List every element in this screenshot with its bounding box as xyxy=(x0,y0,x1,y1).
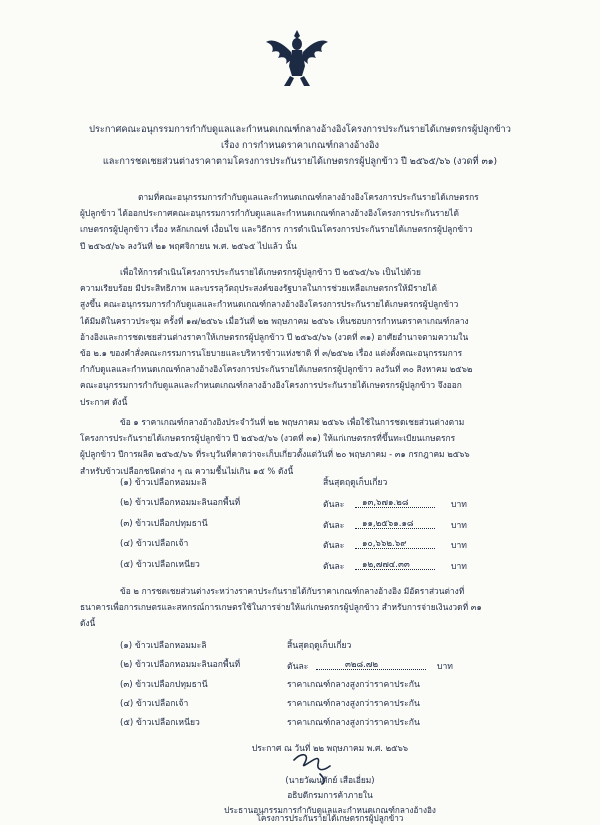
rice-type-label: (๔) ข้าวเปลือกเจ้า xyxy=(120,539,189,549)
announcement-date: ประกาศ ณ วันที่ ๒๒ พฤษภาคม พ.ศ. ๒๕๖๖ xyxy=(251,743,409,753)
signer-title: อธิบดีกรมการค้าภายใน xyxy=(287,790,373,800)
rice-type-label: (๓) ข้าวเปลือกปทุมธานี xyxy=(120,680,208,690)
price-value: ๑๓,๖๗๑.๒๘ xyxy=(362,498,409,508)
price-value: ๑๒,๗๗๔.๓๓ xyxy=(362,560,410,570)
currency-label: บาท xyxy=(451,562,467,572)
signer-position: ประธานอนุกรรมการกำกับดูแลและกำหนดเกณฑ์กลางอ้างอิง xyxy=(224,805,436,815)
unit-label: ตันละ xyxy=(323,521,345,531)
text-line: กำกับดูแลและกำหนดเกณฑ์กลางอ้างอิงโครงการประกันรายได้เกษตรกรผู้ปลูกข้าว ลงวันที่ ๓๐ สิงหาคม ๒๕๖๒ xyxy=(80,364,473,375)
text-line: อ้างอิงและการชดเชยส่วนต่างราคาให้เกษตรกรผู้ปลูกข้าว ปี ๒๕๖๕/๖๖ (งวดที่ ๓๑) อาศัยอำนาจตามความใน xyxy=(80,331,469,342)
notice-subject: เรื่อง การกำหนดราคาเกณฑ์กลางอ้างอิง xyxy=(221,140,379,151)
price-note: ราคาเกณฑ์กลางสูงกว่าราคาประกัน xyxy=(287,699,420,709)
notice-title: ประกาศคณะอนุกรรมการกำกับดูแลและกำหนดเกณฑ์กลางอ้างอิงโครงการประกันรายได้เกษตรกรผู้ปลูกข้าว xyxy=(89,124,511,135)
unit-label: ตันละ xyxy=(323,541,345,551)
currency-label: บาท xyxy=(437,662,453,672)
garuda-emblem-icon xyxy=(264,28,330,88)
text-line: เพื่อให้การดำเนินโครงการประกันรายได้เกษตรกรผู้ปลูกข้าว ปี ๒๕๖๕/๖๖ เป็นไปด้วย xyxy=(120,267,421,277)
currency-label: บาท xyxy=(451,500,467,510)
rice-type-label: (๕) ข้าวเปลือกเหนียว xyxy=(120,718,200,728)
rice-type-label: (๑) ข้าวเปลือกหอมมะลิ xyxy=(120,478,207,488)
text-line: ตามที่คณะอนุกรรมการกำกับดูแลและกำหนดเกณฑ์กลางอ้างอิงโครงการประกันรายได้เกษตรกร xyxy=(138,192,479,202)
price-note: ราคาเกณฑ์กลางสูงกว่าราคาประกัน xyxy=(287,718,420,728)
signer-name: (นายวัฒนศักย์ เสือเอี่ยม) xyxy=(285,775,375,785)
rice-type-label: (๕) ข้าวเปลือกเหนียว xyxy=(120,560,200,570)
text-line: ดังนี้ xyxy=(80,618,96,629)
text-line: สูงขึ้น คณะอนุกรรมการกำกับดูแลและกำหนดเกณฑ์กลางอ้างอิงโครงการประกันรายได้เกษตรกรผู้ปลูกข้าว xyxy=(80,299,459,310)
text-line: ข้อ ๑ ราคาเกณฑ์กลางอ้างอิงประจำวันที่ ๒๒ พฤษภาคม ๒๕๖๖ เพื่อใช้ในการชดเชยส่วนต่างตาม xyxy=(120,417,465,427)
text-line: ปี ๒๕๖๕/๖๖ ลงวันที่ ๒๑ พฤศจิกายน พ.ศ. ๒๕๖๕ ไปแล้ว นั้น xyxy=(80,240,297,251)
rice-type-label: (๑) ข้าวเปลือกหอมมะลิ xyxy=(120,641,207,651)
text-line: โครงการประกันรายได้เกษตรกรผู้ปลูกข้าว ปี ๒๕๖๕/๖๖ (งวดที่ ๓๑) ให้แก่เกษตรกรที่ขึ้นทะเบียนเกษตรกร xyxy=(80,433,456,444)
rice-type-label: (๓) ข้าวเปลือกปทุมธานี xyxy=(120,519,208,529)
text-line: ได้มีมติในคราวประชุม ครั้งที่ ๑๗/๒๕๖๖ เมื่อวันที่ ๒๒ พฤษภาคม ๒๕๖๖ เห็นชอบการกำหนดราคาเกณฑ์กลาง xyxy=(80,315,469,326)
text-line: ธนาคารเพื่อการเกษตรและสหกรณ์การเกษตรใช้ในการจ่ายให้แก่เกษตรกรผู้ปลูกข้าว สำหรับการจ่ายเงินงวดที่ ๓๑ xyxy=(80,602,482,613)
unit-label: ตันละ xyxy=(323,562,345,572)
compensation-value: ๓๒๘.๗๒ xyxy=(345,660,379,670)
currency-label: บาท xyxy=(451,521,467,531)
text-line: เกษตรกรผู้ปลูกข้าว เรื่อง หลักเกณฑ์ เงื่อนไข และวิธีการ การดำเนินโครงการประกันรายได้เกษตรกรผู้ปลูกข้าว xyxy=(80,224,473,235)
paragraph-purpose xyxy=(80,264,550,410)
rice-type-label: (๔) ข้าวเปลือกเจ้า xyxy=(120,699,189,709)
list-item xyxy=(120,475,206,489)
unit-label: ตันละ xyxy=(323,500,345,510)
price-value: ๑๑,๒๕๖๑.๑๘ xyxy=(362,519,414,529)
text-line: ประกาศ ดังนี้ xyxy=(80,396,128,407)
text-line: ผู้ปลูกข้าว ได้ออกประกาศคณะอนุกรรมการกำกับดูแลและกำหนดเกณฑ์กลางอ้างอิงโครงการประกันรายได้ xyxy=(80,208,459,219)
text-line: ผู้ปลูกข้าว ปีการผลิต ๒๕๖๕/๖๖ ที่ระบุวันที่คาดว่าจะเก็บเกี่ยวตั้งแต่วันที่ ๒๐ พฤษภาคม - ๓๑ กรกฎาคม ๒๕๖๖ xyxy=(80,449,470,460)
text-line: สำหรับข้าวเปลือกชนิดต่าง ๆ ณ ความชื้นไม่เกิน ๑๕ % ดังนี้ xyxy=(80,465,294,476)
paragraph-clause-2 xyxy=(80,583,550,632)
notice-subject-detail: และการชดเชยส่วนต่างราคาตามโครงการประกันรายได้เกษตรกรผู้ปลูกข้าว ปี ๒๕๖๕/๖๖ (งวดที่ ๓๑) xyxy=(102,156,498,167)
rice-type-label: (๒) ข้าวเปลือกหอมมะลินอกพื้นที่ xyxy=(120,660,241,670)
rice-type-label: (๒) ข้าวเปลือกหอมมะลินอกพื้นที่ xyxy=(120,498,241,508)
paragraph-clause-1 xyxy=(80,414,550,479)
text-line: ความเรียบร้อย มีประสิทธิภาพ และบรรลุวัตถุประสงค์ของรัฐบาลในการช่วยเหลือเกษตรกรให้มีรายได้ xyxy=(80,283,437,294)
text-line: ข้อ ๒ การชดเชยส่วนต่างระหว่างราคาประกันรายได้กับราคาเกณฑ์กลางอ้างอิง มีอัตราส่วนต่างที่ xyxy=(120,586,465,596)
currency-label: บาท xyxy=(451,541,467,551)
unit-label: ตันละ xyxy=(287,662,309,672)
price-value: ๑๐,๖๖๒.๖๙ xyxy=(362,539,407,549)
text-line: คณะอนุกรรมการกำกับดูแลและกำหนดเกณฑ์กลางอ้างอิงโครงการประกันรายได้เกษตรกรผู้ปลูกข้าว จึงออก xyxy=(80,380,462,391)
season-ended-note: สิ้นสุดฤดูเก็บเกี่ยว xyxy=(323,478,388,488)
signer-project: โครงการประกันรายได้เกษตรกรผู้ปลูกข้าว xyxy=(256,813,404,823)
price-note: ราคาเกณฑ์กลางสูงกว่าราคาประกัน xyxy=(287,680,420,690)
paragraph-intro xyxy=(80,189,550,254)
text-line: ข้อ ๒.๑ ของคำสั่งคณะกรรมการนโยบายและบริหารข้าวแห่งชาติ ที่ ๓/๒๕๖๒ เรื่อง แต่งตั้งคณะอนุกรรมการ xyxy=(80,348,463,359)
season-ended-note: สิ้นสุดฤดูเก็บเกี่ยว xyxy=(287,641,352,651)
